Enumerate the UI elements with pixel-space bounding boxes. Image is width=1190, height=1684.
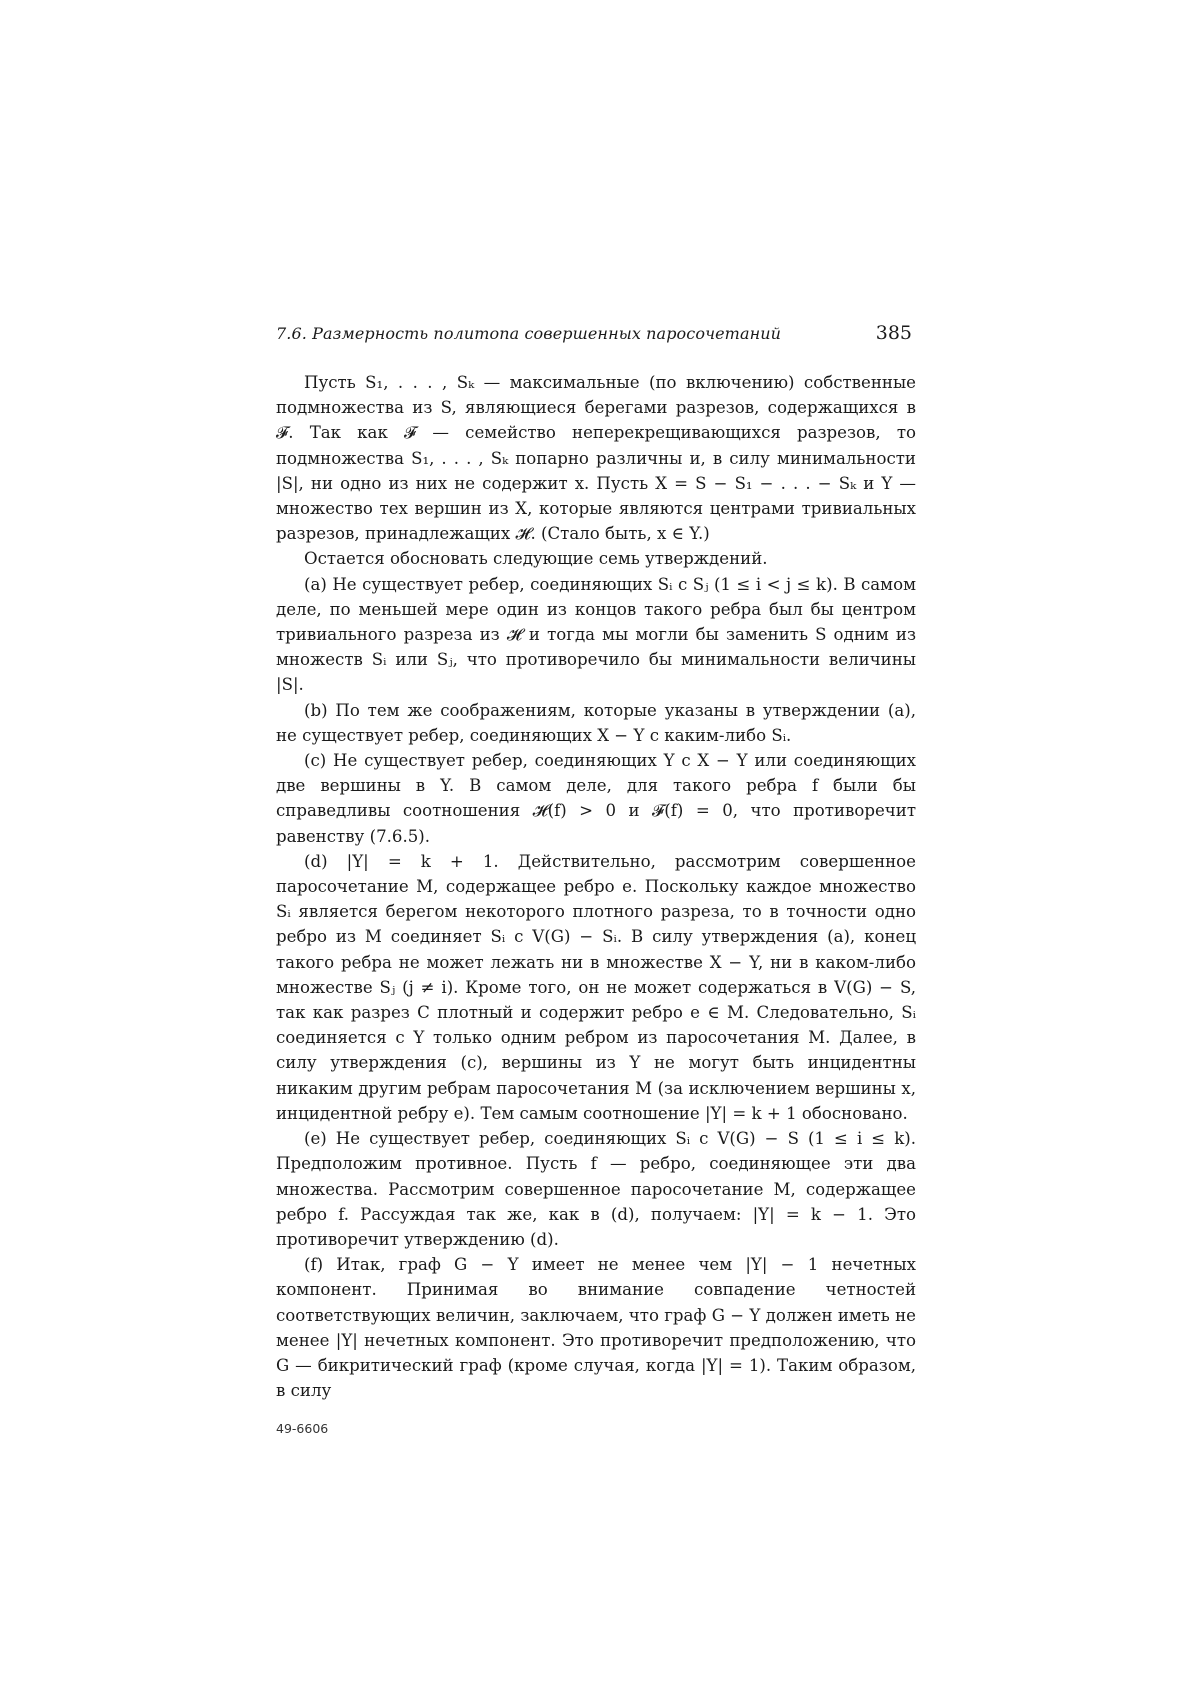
page-body — [276, 370, 916, 1403]
running-header — [276, 322, 916, 344]
paragraph-statement-a: (a) Не существует ребер, соединяющих Sᵢ с Sⱼ (1 ≤ i < j ≤ k). В самом деле, по меньшей мере один из концов такого ребра был бы центром тривиального разреза из 𝓗 и тогда мы могли бы заменить S одним из множеств Sᵢ или Sⱼ, что противоречило бы минимальности величины |S|. — [276, 574, 916, 695]
paragraph-statement-e: (e) Не существует ребер, соединяющих Sᵢ с V(G) − S (1 ≤ i ≤ k). Предположим противное. Пусть f — ребро, соединяющее эти два множества. Рассмотрим совершенное паросочетание M, содержащее ребро f. Рассуждая так же, как в (d), получаем: |Y| = k − 1. Это противоречит утверждению (d). — [276, 1129, 916, 1249]
printer-signature: 49-6606 — [276, 1421, 329, 1437]
paragraph-statement-c: (c) Не существует ребер, соединяющих Y с X − Y или соединяющих две вершины в Y. В самом деле, для такого ребра f были бы справедливы соотношения 𝓗(f) > 0 и 𝓕(f) = 0, что противоречит равенству (7.6.5). — [276, 751, 916, 846]
paragraph-statement-d: (d) |Y| = k + 1. Действительно, рассмотрим совершенное паросочетание M, содержащее ребро e. Поскольку каждое множество Sᵢ является берегом некоторого плотного разреза, то в точности одно ребро из M соединяет Sᵢ с V(G) − Sᵢ. В силу утверждения (a), конец такого ребра не может лежать ни в множестве X − Y, ни в каком-либо множестве Sⱼ (j ≠ i). Кроме того, он не может содержаться в V(G) − S, так как разрез C плотный и содержит ребро e ∈ M. Следовательно, Sᵢ соединяется с Y только одним ребром из паросочетания M. Далее, в силу утверждения (c), вершины из Y не могут быть инцидентны никаким другим ребрам паросочетания M (за исключением вершины x, инцидентной ребру e). Тем самым соотношение |Y| = k + 1 обосновано. — [276, 851, 916, 1123]
paragraph-statements-lead: Остается обосновать следующие семь утверждений. — [304, 549, 768, 569]
running-title: 7.6. Размерность политопа совершенных паросочетаний — [276, 324, 782, 343]
page-number: 385 — [875, 322, 912, 344]
paragraph-statement-b: (b) По тем же соображениям, которые указаны в утверждении (a), не существует ребер, соединяющих X − Y с каким-либо Sᵢ. — [276, 700, 916, 745]
paragraph-intro: Пусть S₁, . . . , Sₖ — максимальные (по включению) собственные подмножества из S, являющиеся берегами разрезов, содержащихся в 𝓕. Так как 𝓕 — семейство неперекрещивающихся разрезов, то подмножества S₁, . . . , Sₖ попарно различны и, в силу минимальности |S|, ни одно из них не содержит x. Пусть X = S − S₁ − . . . − Sₖ и Y — множество тех вершин из X, которые являются центрами тривиальных разрезов, принадлежащих 𝓗. (Стало быть, x ∈ Y.) — [276, 373, 916, 544]
book-page — [276, 322, 916, 1436]
paragraph-statement-f: (f) Итак, граф G − Y имеет не менее чем |Y| − 1 нечетных компонент. Принимая во внимание совпадение четностей соответствующих величин, заключаем, что граф G − Y должен иметь не менее |Y| нечетных компонент. Это противоречит предположению, что G — бикритический граф (кроме случая, когда |Y| = 1). Таким образом, в силу — [276, 1255, 916, 1401]
